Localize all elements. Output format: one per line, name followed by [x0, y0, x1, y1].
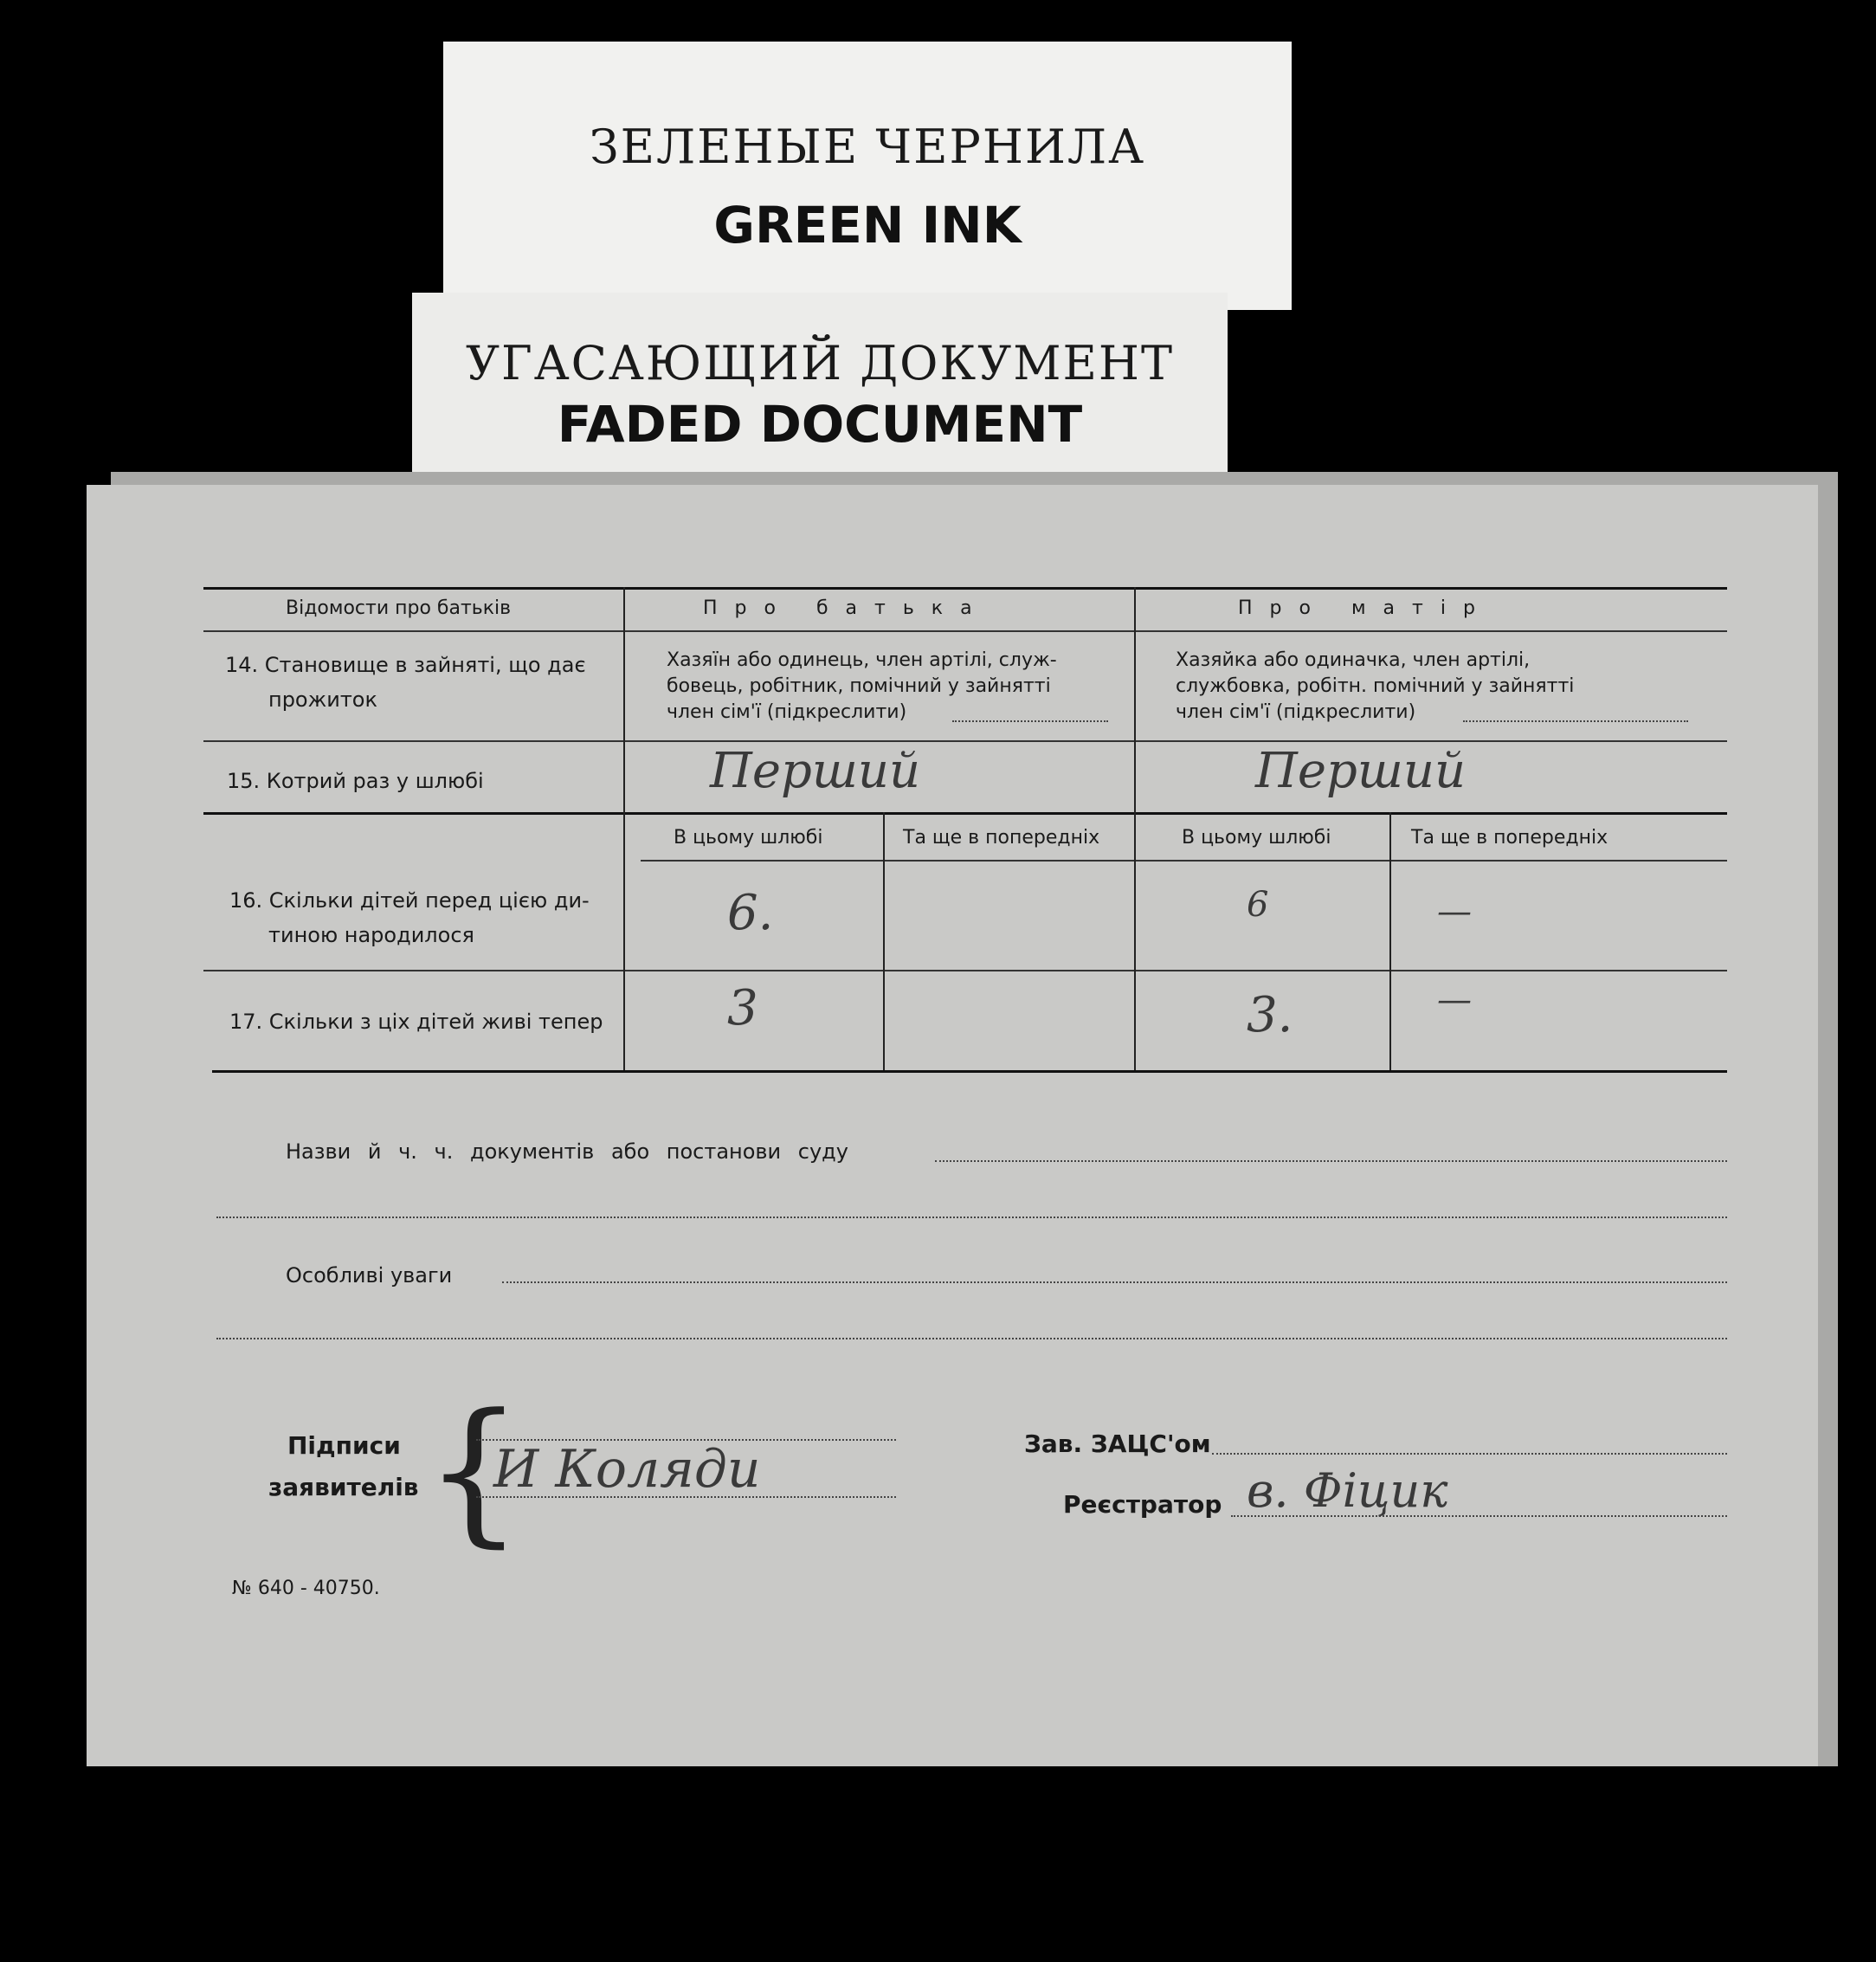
row14-mother-line3: член сім'ї (підкреслити) — [1176, 701, 1416, 723]
remarks-field-label: Особливі уваги — [286, 1263, 453, 1288]
row14-father-line2: бовець, робітник, помічний у зайнятті — [667, 675, 1051, 697]
row14-father-line3: член сім'ї (підкреслити) — [667, 701, 907, 723]
remarks-field-line1 — [502, 1281, 1727, 1283]
row16-rule — [203, 970, 1727, 971]
row17-label: 17. Скільки з ціх дітей живі тепер — [229, 1010, 603, 1034]
faded-document-notice — [412, 293, 1228, 476]
documents-field-line1 — [935, 1160, 1727, 1162]
header-parents-info: Відомости про батьків — [286, 597, 512, 619]
col-divider-2 — [1134, 587, 1136, 1070]
header-rule — [203, 630, 1727, 632]
applicants-brace: { — [424, 1381, 524, 1562]
subheader-father-current: В цьому шлюбі — [674, 827, 823, 849]
applicants-label-line2: заявителів — [268, 1473, 419, 1501]
table-top-rule — [203, 587, 1727, 590]
row14-mother-line1: Хазяйка або одиначка, член артілі, — [1176, 649, 1531, 671]
row17-mother-previous: — — [1437, 980, 1472, 1020]
row15-mother-value: Перший — [1255, 743, 1467, 799]
row14-father-line1: Хазяїн або одинець, член артілі, служ- — [667, 649, 1057, 671]
green-ink-notice-ru: ЗЕЛЕНЫЕ ЧЕРНИЛА — [590, 119, 1145, 174]
subheader-mother-current: В цьому шлюбі — [1182, 827, 1331, 849]
subcol-divider-father — [883, 812, 885, 1070]
remarks-field-line2 — [216, 1338, 1727, 1339]
document-sheet — [87, 485, 1818, 1766]
row16-mother-current: 6 — [1247, 885, 1269, 925]
row16-label-line1: 16. Скільки дітей перед цією ди- — [229, 888, 590, 913]
col-divider-1 — [623, 587, 625, 1070]
row14-label-line1: 14. Становище в зайняті, що дає — [225, 653, 586, 677]
green-ink-notice — [443, 42, 1292, 310]
registrar-signature: в. Фіцик — [1247, 1463, 1448, 1518]
row17-mother-current: 3. — [1247, 987, 1293, 1043]
row14-rule — [203, 740, 1727, 742]
row15-rule — [203, 812, 1727, 815]
row15-label: 15. Котрий раз у шлюбі — [227, 769, 484, 793]
row15-father-value: Перший — [710, 743, 921, 799]
subheader-mother-previous: Та ще в попередніх — [1411, 827, 1608, 849]
documents-field-line2 — [216, 1217, 1727, 1218]
row14-label-line2: прожиток — [268, 687, 377, 712]
faded-document-notice-ru: УГАСАЮЩИЙ ДОКУМЕНТ — [465, 336, 1175, 390]
header-mother: Про матір — [1238, 597, 1492, 619]
green-ink-notice-en: GREEN INK — [713, 196, 1022, 255]
row16-father-current: 6. — [727, 885, 774, 941]
row17-father-current: 3 — [727, 980, 758, 1036]
head-zags-line — [1212, 1453, 1727, 1455]
row14-father-dots — [952, 720, 1108, 722]
subcol-divider-mother — [1389, 812, 1391, 1070]
applicant-signature: И Коляди — [493, 1439, 761, 1500]
head-zags-label: Зав. ЗАЦС'ом — [1024, 1430, 1211, 1458]
form-number: № 640 - 40750. — [232, 1578, 380, 1599]
header-father: Про батька — [703, 597, 990, 619]
subheader-rule — [641, 860, 1727, 862]
row16-mother-previous: — — [1437, 892, 1472, 932]
row14-mother-dots — [1463, 720, 1688, 722]
subheader-father-previous: Та ще в попередніх — [903, 827, 1100, 849]
registrar-label: Реєстратор — [1063, 1490, 1222, 1519]
row16-label-line2: тиною народилося — [268, 923, 474, 947]
applicants-label-line1: Підписи — [287, 1431, 401, 1460]
faded-document-notice-en: FADED DOCUMENT — [557, 395, 1083, 454]
documents-field-label: Назви й ч. ч. документів або постанови суду — [286, 1139, 848, 1164]
row14-mother-line2: службовка, робітн. помічний у зайнятті — [1176, 675, 1575, 697]
table-bottom-rule — [212, 1070, 1727, 1073]
